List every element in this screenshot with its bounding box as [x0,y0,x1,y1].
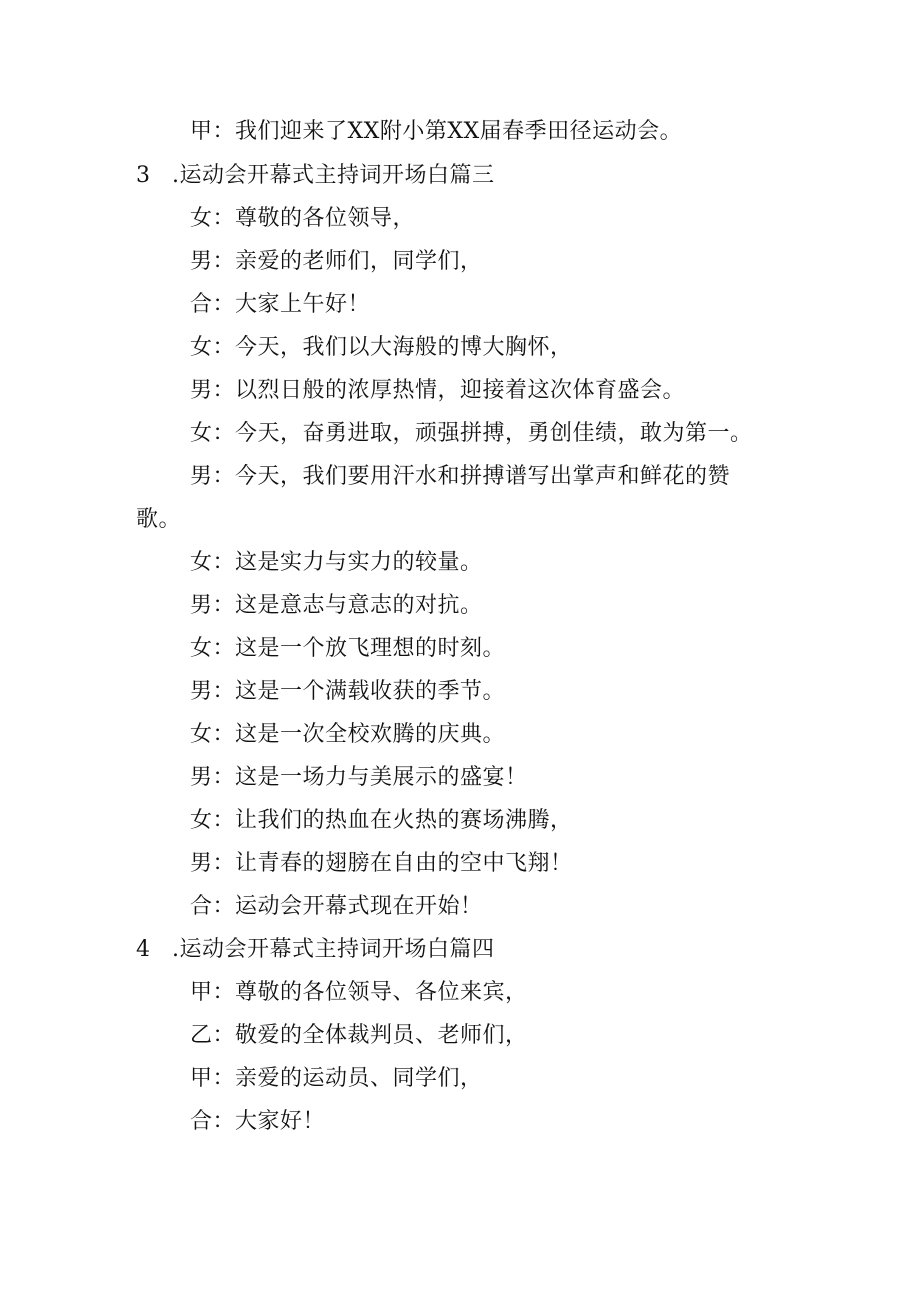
text-line: 甲：尊敬的各位领导、各位来宾， [190,980,528,1005]
text-line: 甲：我们迎来了XX附小第XX届春季田径运动会。 [190,119,683,144]
section-heading [136,935,495,965]
text-line: 女：这是一次全校欢腾的庆典。 [190,722,506,747]
section-number: 4 [136,937,151,962]
text-line: 女：这是一个放飞理想的时刻。 [190,636,506,661]
text-line: 女：尊敬的各位领导， [190,206,416,231]
section-heading [136,161,495,191]
text-line: 合：运动会开幕式现在开始！ [190,894,483,919]
text-line: 男：这是一个满载收获的季节。 [190,679,506,704]
text-line: 乙：敬爱的全体裁判员、老师们， [190,1023,528,1048]
text-line: 男：以烈日般的浓厚热情，迎接着这次体育盛会。 [190,378,686,403]
text-line: 男：今天，我们要用汗水和拼搏谱写出掌声和鲜花的赞 [190,464,731,489]
text-line: 男：这是一场力与美展示的盛宴！ [190,765,528,790]
text-line: 女：让我们的热血在火热的赛场沸腾， [190,808,573,833]
text-line: 合：大家上午好！ [190,292,371,317]
text-line: 男：让青春的翅膀在自由的空中飞翔！ [190,851,573,876]
section-number: 3 [136,163,151,188]
text-line: 女：今天，奋勇进取，顽强拼搏，勇创佳绩，敢为第一。 [190,421,753,446]
text-line-continuation: 歌。 [136,507,182,532]
text-line: 男：亲爱的老师们，同学们， [190,249,483,274]
text-line: 女：这是实力与实力的较量。 [190,550,483,575]
text-line: 合：大家好！ [190,1109,326,1134]
text-line: 男：这是意志与意志的对抗。 [190,593,483,618]
section-title: .运动会开幕式主持词开场白篇四 [172,937,495,962]
text-line: 女：今天，我们以大海般的博大胸怀， [190,335,573,360]
text-line: 甲：亲爱的运动员、同学们， [190,1066,483,1091]
section-title: .运动会开幕式主持词开场白篇三 [172,163,495,188]
